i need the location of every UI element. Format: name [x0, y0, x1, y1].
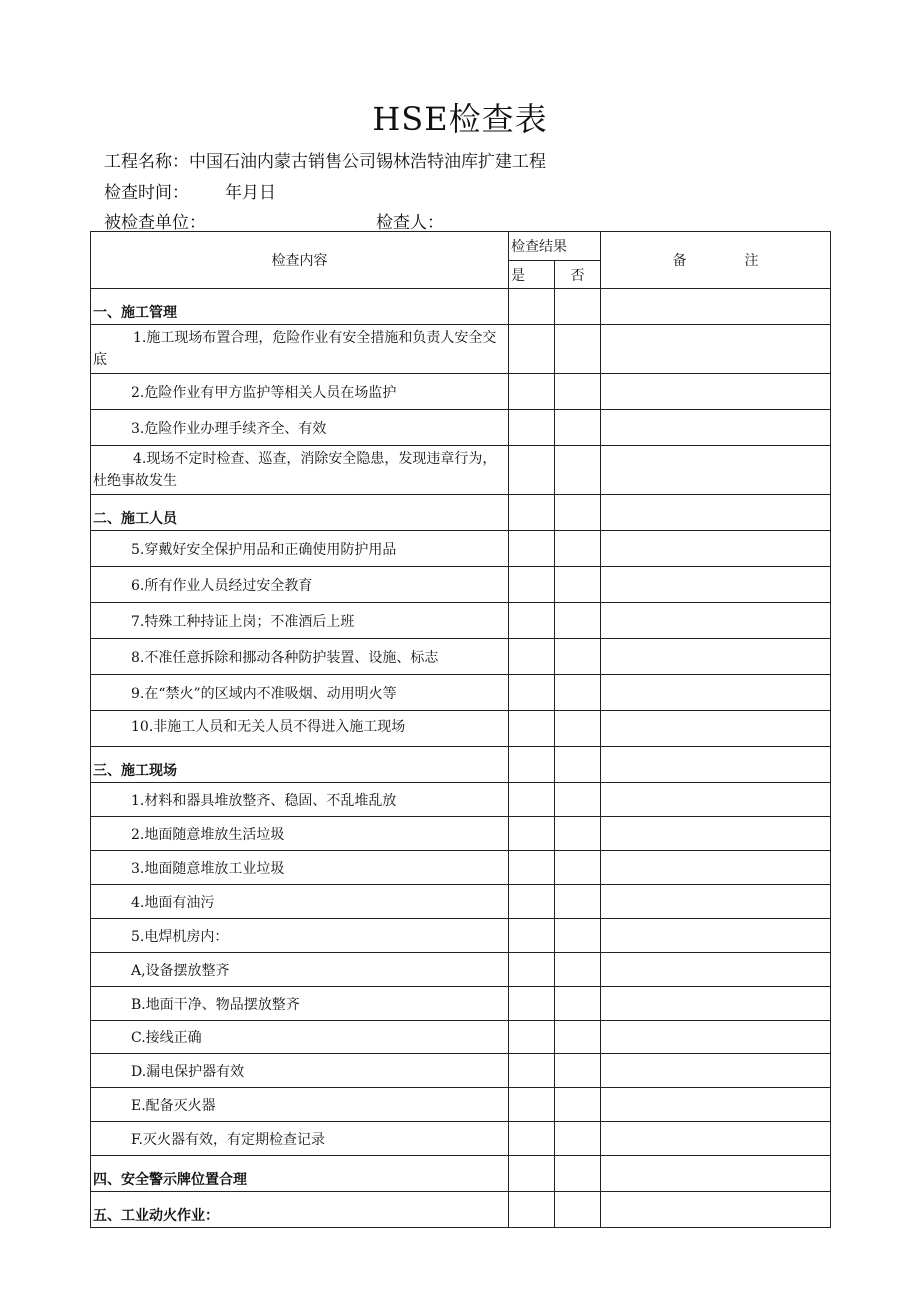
project-line [104, 147, 546, 172]
no-cell[interactable] [555, 639, 601, 675]
remark-cell[interactable] [601, 1122, 831, 1156]
check-item: 1.施工现场布置合理，危险作业有安全措施和负责人安全交底 [91, 325, 509, 374]
check-item: 4.现场不定时检查、巡查，消除安全隐患，发现违章行为，杜绝事故发生 [91, 446, 509, 495]
yes-cell[interactable] [509, 289, 555, 325]
section-heading: 四、安全警示牌位置合理 [91, 1156, 509, 1192]
table-row [91, 675, 831, 711]
no-cell[interactable] [555, 531, 601, 567]
date-label: 检查时间： [104, 183, 189, 203]
section-row [91, 1156, 831, 1192]
check-item: A,设备摆放整齐 [91, 953, 509, 987]
check-item: 5.电焊机房内： [91, 919, 509, 953]
yes-cell[interactable] [509, 639, 555, 675]
check-item: F.灭火器有效，有定期检查记录 [91, 1122, 509, 1156]
table-row [91, 410, 831, 446]
section-heading: 五、工业动火作业： [91, 1192, 509, 1228]
section-row [91, 747, 831, 783]
table-row [91, 446, 831, 495]
yes-cell[interactable] [509, 567, 555, 603]
check-item: 2.地面随意堆放生活垃圾 [91, 817, 509, 851]
yes-cell[interactable] [509, 987, 555, 1021]
table-row [91, 919, 831, 953]
header-check-result: 检查结果 [509, 232, 601, 261]
remark-cell[interactable] [601, 747, 831, 783]
table-row [91, 885, 831, 919]
remark-cell[interactable] [601, 1192, 831, 1228]
no-cell[interactable] [555, 953, 601, 987]
remark-cell[interactable] [601, 1156, 831, 1192]
remark-cell[interactable] [601, 374, 831, 410]
yes-cell[interactable] [509, 1192, 555, 1228]
yes-cell[interactable] [509, 1156, 555, 1192]
project-label: 工程名称： [104, 152, 189, 172]
no-cell[interactable] [555, 919, 601, 953]
check-item: C.接线正确 [91, 1021, 509, 1054]
section-row [91, 1192, 831, 1228]
yes-cell[interactable] [509, 1088, 555, 1122]
table-row [91, 817, 831, 851]
remark-cell[interactable] [601, 289, 831, 325]
check-item: 10.非施工人员和无关人员不得进入施工现场 [91, 711, 509, 747]
yes-cell[interactable] [509, 675, 555, 711]
header-remark-2: 注 [744, 253, 759, 269]
no-cell[interactable] [555, 851, 601, 885]
no-cell[interactable] [555, 374, 601, 410]
table-row [91, 603, 831, 639]
no-cell[interactable] [555, 817, 601, 851]
table-row [91, 1122, 831, 1156]
no-cell[interactable] [555, 1156, 601, 1192]
no-cell[interactable] [555, 711, 601, 747]
table-row [91, 325, 831, 374]
check-item: 8.不准任意拆除和挪动各种防护装置、设施、标志 [91, 639, 509, 675]
no-cell[interactable] [555, 325, 601, 374]
yes-cell[interactable] [509, 446, 555, 495]
table-row [91, 374, 831, 410]
section-heading: 一、施工管理 [91, 289, 509, 325]
no-cell[interactable] [555, 747, 601, 783]
no-cell[interactable] [555, 495, 601, 531]
inspection-table [90, 231, 831, 1228]
remark-cell[interactable] [601, 919, 831, 953]
project-value: 中国石油内蒙古销售公司锡林浩特油库扩建工程 [189, 152, 546, 172]
table-row [91, 851, 831, 885]
no-cell[interactable] [555, 675, 601, 711]
remark-cell[interactable] [601, 603, 831, 639]
no-cell[interactable] [555, 987, 601, 1021]
no-cell[interactable] [555, 783, 601, 817]
check-item: 1.材料和器具堆放整齐、稳固、不乱堆乱放 [91, 783, 509, 817]
table-row [91, 639, 831, 675]
table-row [91, 531, 831, 567]
header-no: 否 [555, 261, 601, 289]
remark-cell[interactable] [601, 446, 831, 495]
remark-cell[interactable] [601, 325, 831, 374]
yes-cell[interactable] [509, 885, 555, 919]
header-remark [601, 232, 831, 289]
remark-cell[interactable] [601, 1054, 831, 1088]
table-row [91, 783, 831, 817]
no-cell[interactable] [555, 289, 601, 325]
check-item: B.地面干净、物品摆放整齐 [91, 987, 509, 1021]
check-item: 3.地面随意堆放工业垃圾 [91, 851, 509, 885]
table-row [91, 1021, 831, 1054]
header-check-content: 检查内容 [91, 232, 509, 289]
yes-cell[interactable] [509, 953, 555, 987]
yes-cell[interactable] [509, 495, 555, 531]
no-cell[interactable] [555, 1054, 601, 1088]
remark-cell[interactable] [601, 885, 831, 919]
remark-cell[interactable] [601, 817, 831, 851]
remark-cell[interactable] [601, 675, 831, 711]
header-remark-1: 备 [672, 253, 687, 269]
yes-cell[interactable] [509, 1021, 555, 1054]
no-cell[interactable] [555, 446, 601, 495]
no-cell[interactable] [555, 603, 601, 639]
yes-cell[interactable] [509, 531, 555, 567]
check-item: 2.危险作业有甲方监护等相关人员在场监护 [91, 374, 509, 410]
check-item: E.配备灭火器 [91, 1088, 509, 1122]
table-row [91, 1054, 831, 1088]
check-item: 3.危险作业办理手续齐全、有效 [91, 410, 509, 446]
remark-cell[interactable] [601, 410, 831, 446]
yes-cell[interactable] [509, 325, 555, 374]
remark-cell[interactable] [601, 531, 831, 567]
yes-cell[interactable] [509, 817, 555, 851]
section-row [91, 289, 831, 325]
remark-cell[interactable] [601, 639, 831, 675]
remark-cell[interactable] [601, 851, 831, 885]
check-item: 6.所有作业人员经过安全教育 [91, 567, 509, 603]
table-row [91, 1088, 831, 1122]
remark-cell[interactable] [601, 567, 831, 603]
no-cell[interactable] [555, 885, 601, 919]
document-title: HSE检查表 [372, 100, 548, 138]
date-line [104, 178, 276, 203]
yes-cell[interactable] [509, 783, 555, 817]
date-value: 年月日 [225, 183, 276, 203]
yes-cell[interactable] [509, 851, 555, 885]
remark-cell[interactable] [601, 495, 831, 531]
no-cell[interactable] [555, 410, 601, 446]
header-yes: 是 [509, 261, 555, 289]
yes-cell[interactable] [509, 919, 555, 953]
section-heading: 二、施工人员 [91, 495, 509, 531]
yes-cell[interactable] [509, 747, 555, 783]
yes-cell[interactable] [509, 410, 555, 446]
check-item: D.漏电保护器有效 [91, 1054, 509, 1088]
remark-cell[interactable] [601, 783, 831, 817]
remark-cell[interactable] [601, 953, 831, 987]
remark-cell[interactable] [601, 711, 831, 747]
inspector-label: 检查人： [376, 213, 444, 233]
no-cell[interactable] [555, 1021, 601, 1054]
section-row [91, 495, 831, 531]
remark-cell[interactable] [601, 1021, 831, 1054]
remark-cell[interactable] [601, 1088, 831, 1122]
check-item: 5.穿戴好安全保护用品和正确使用防护用品 [91, 531, 509, 567]
yes-cell[interactable] [509, 1122, 555, 1156]
check-item: 4.地面有油污 [91, 885, 509, 919]
no-cell[interactable] [555, 1122, 601, 1156]
table-row [91, 711, 831, 747]
no-cell[interactable] [555, 567, 601, 603]
yes-cell[interactable] [509, 711, 555, 747]
section-heading: 三、施工现场 [91, 747, 509, 783]
remark-cell[interactable] [601, 987, 831, 1021]
yes-cell[interactable] [509, 1054, 555, 1088]
yes-cell[interactable] [509, 603, 555, 639]
unit-label: 被检查单位： [104, 213, 206, 233]
table-row [91, 567, 831, 603]
check-item: 7.特殊工种持证上岗；不准酒后上班 [91, 603, 509, 639]
yes-cell[interactable] [509, 374, 555, 410]
no-cell[interactable] [555, 1088, 601, 1122]
table-row [91, 953, 831, 987]
check-item: 9.在“禁火”的区域内不准吸烟、动用明火等 [91, 675, 509, 711]
table-row [91, 987, 831, 1021]
no-cell[interactable] [555, 1192, 601, 1228]
